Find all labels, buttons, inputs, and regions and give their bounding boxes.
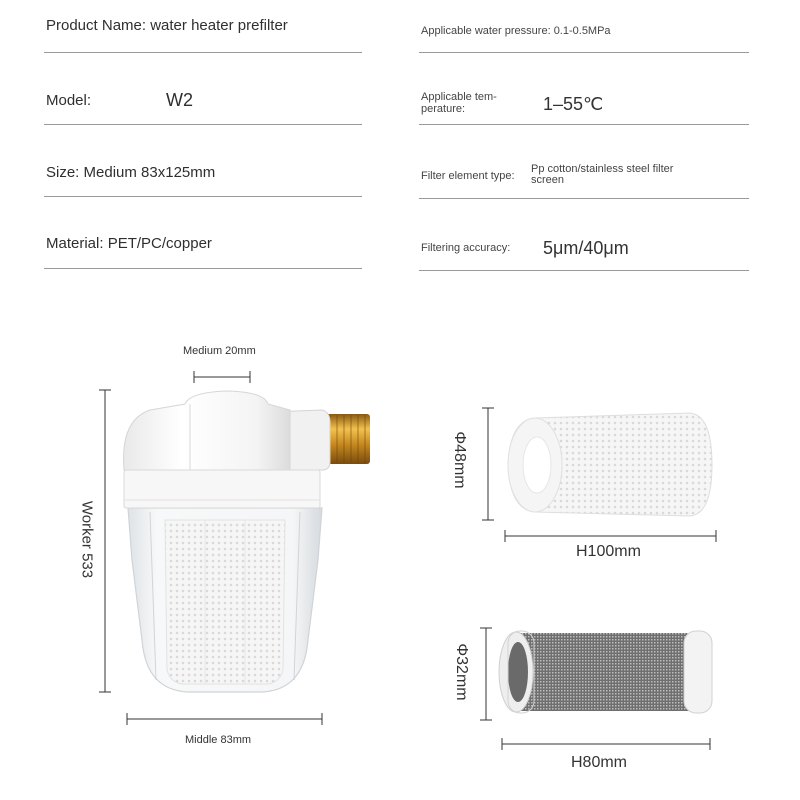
pressure-value: 0.1-0.5MPa — [553, 25, 611, 37]
temperature-label-line1: Applicable tem- — [421, 91, 497, 103]
product-name-value: water heater prefilter — [150, 17, 288, 34]
size-label: Size: — [46, 164, 80, 181]
element-value-line1: Pp cotton/stainless steel filter — [531, 163, 674, 175]
stainless-steel-mesh-element — [499, 631, 712, 713]
temperature-label-line2: perature: — [421, 103, 466, 115]
top-width-label: Medium 20mm — [183, 345, 256, 357]
pp-cotton-element — [508, 413, 712, 516]
prefilter-housing — [124, 391, 370, 692]
element-label: Filter element type: — [421, 170, 515, 182]
material-label: Material: — [46, 235, 104, 252]
accuracy-label: Filtering accuracy: — [421, 242, 511, 254]
temperature-value: 1–55℃ — [543, 94, 604, 114]
top-width-dimension-line — [194, 371, 250, 383]
height-dimension-line — [99, 390, 111, 692]
cotton-length-label: H100mm — [576, 543, 641, 560]
bottom-width-label: Middle 83mm — [185, 734, 252, 746]
steel-diameter-dimension-line — [480, 628, 492, 720]
steel-length-dimension-line — [502, 738, 710, 750]
model-label: Model: — [46, 92, 92, 109]
cotton-diameter-label: Φ48mm — [451, 431, 468, 489]
steel-diameter-label: Φ32mm — [453, 643, 470, 701]
size-value: Medium 83x125mm — [83, 164, 216, 181]
cotton-length-dimension-line — [505, 530, 716, 542]
accuracy-value: 5μm/40μm — [543, 238, 629, 258]
filter-cap — [124, 391, 290, 470]
model-value: W2 — [166, 90, 193, 110]
material-value: PET/PC/copper — [107, 235, 212, 252]
height-label: Worker 533 — [78, 500, 96, 579]
bottom-width-dimension-line — [127, 713, 322, 725]
element-value-line2: screen — [531, 174, 565, 186]
cotton-diameter-dimension-line — [482, 408, 494, 520]
steel-length-label: H80mm — [571, 754, 628, 771]
pressure-label: Applicable water pressure: — [421, 25, 551, 37]
product-name-label: Product Name: — [46, 17, 147, 34]
